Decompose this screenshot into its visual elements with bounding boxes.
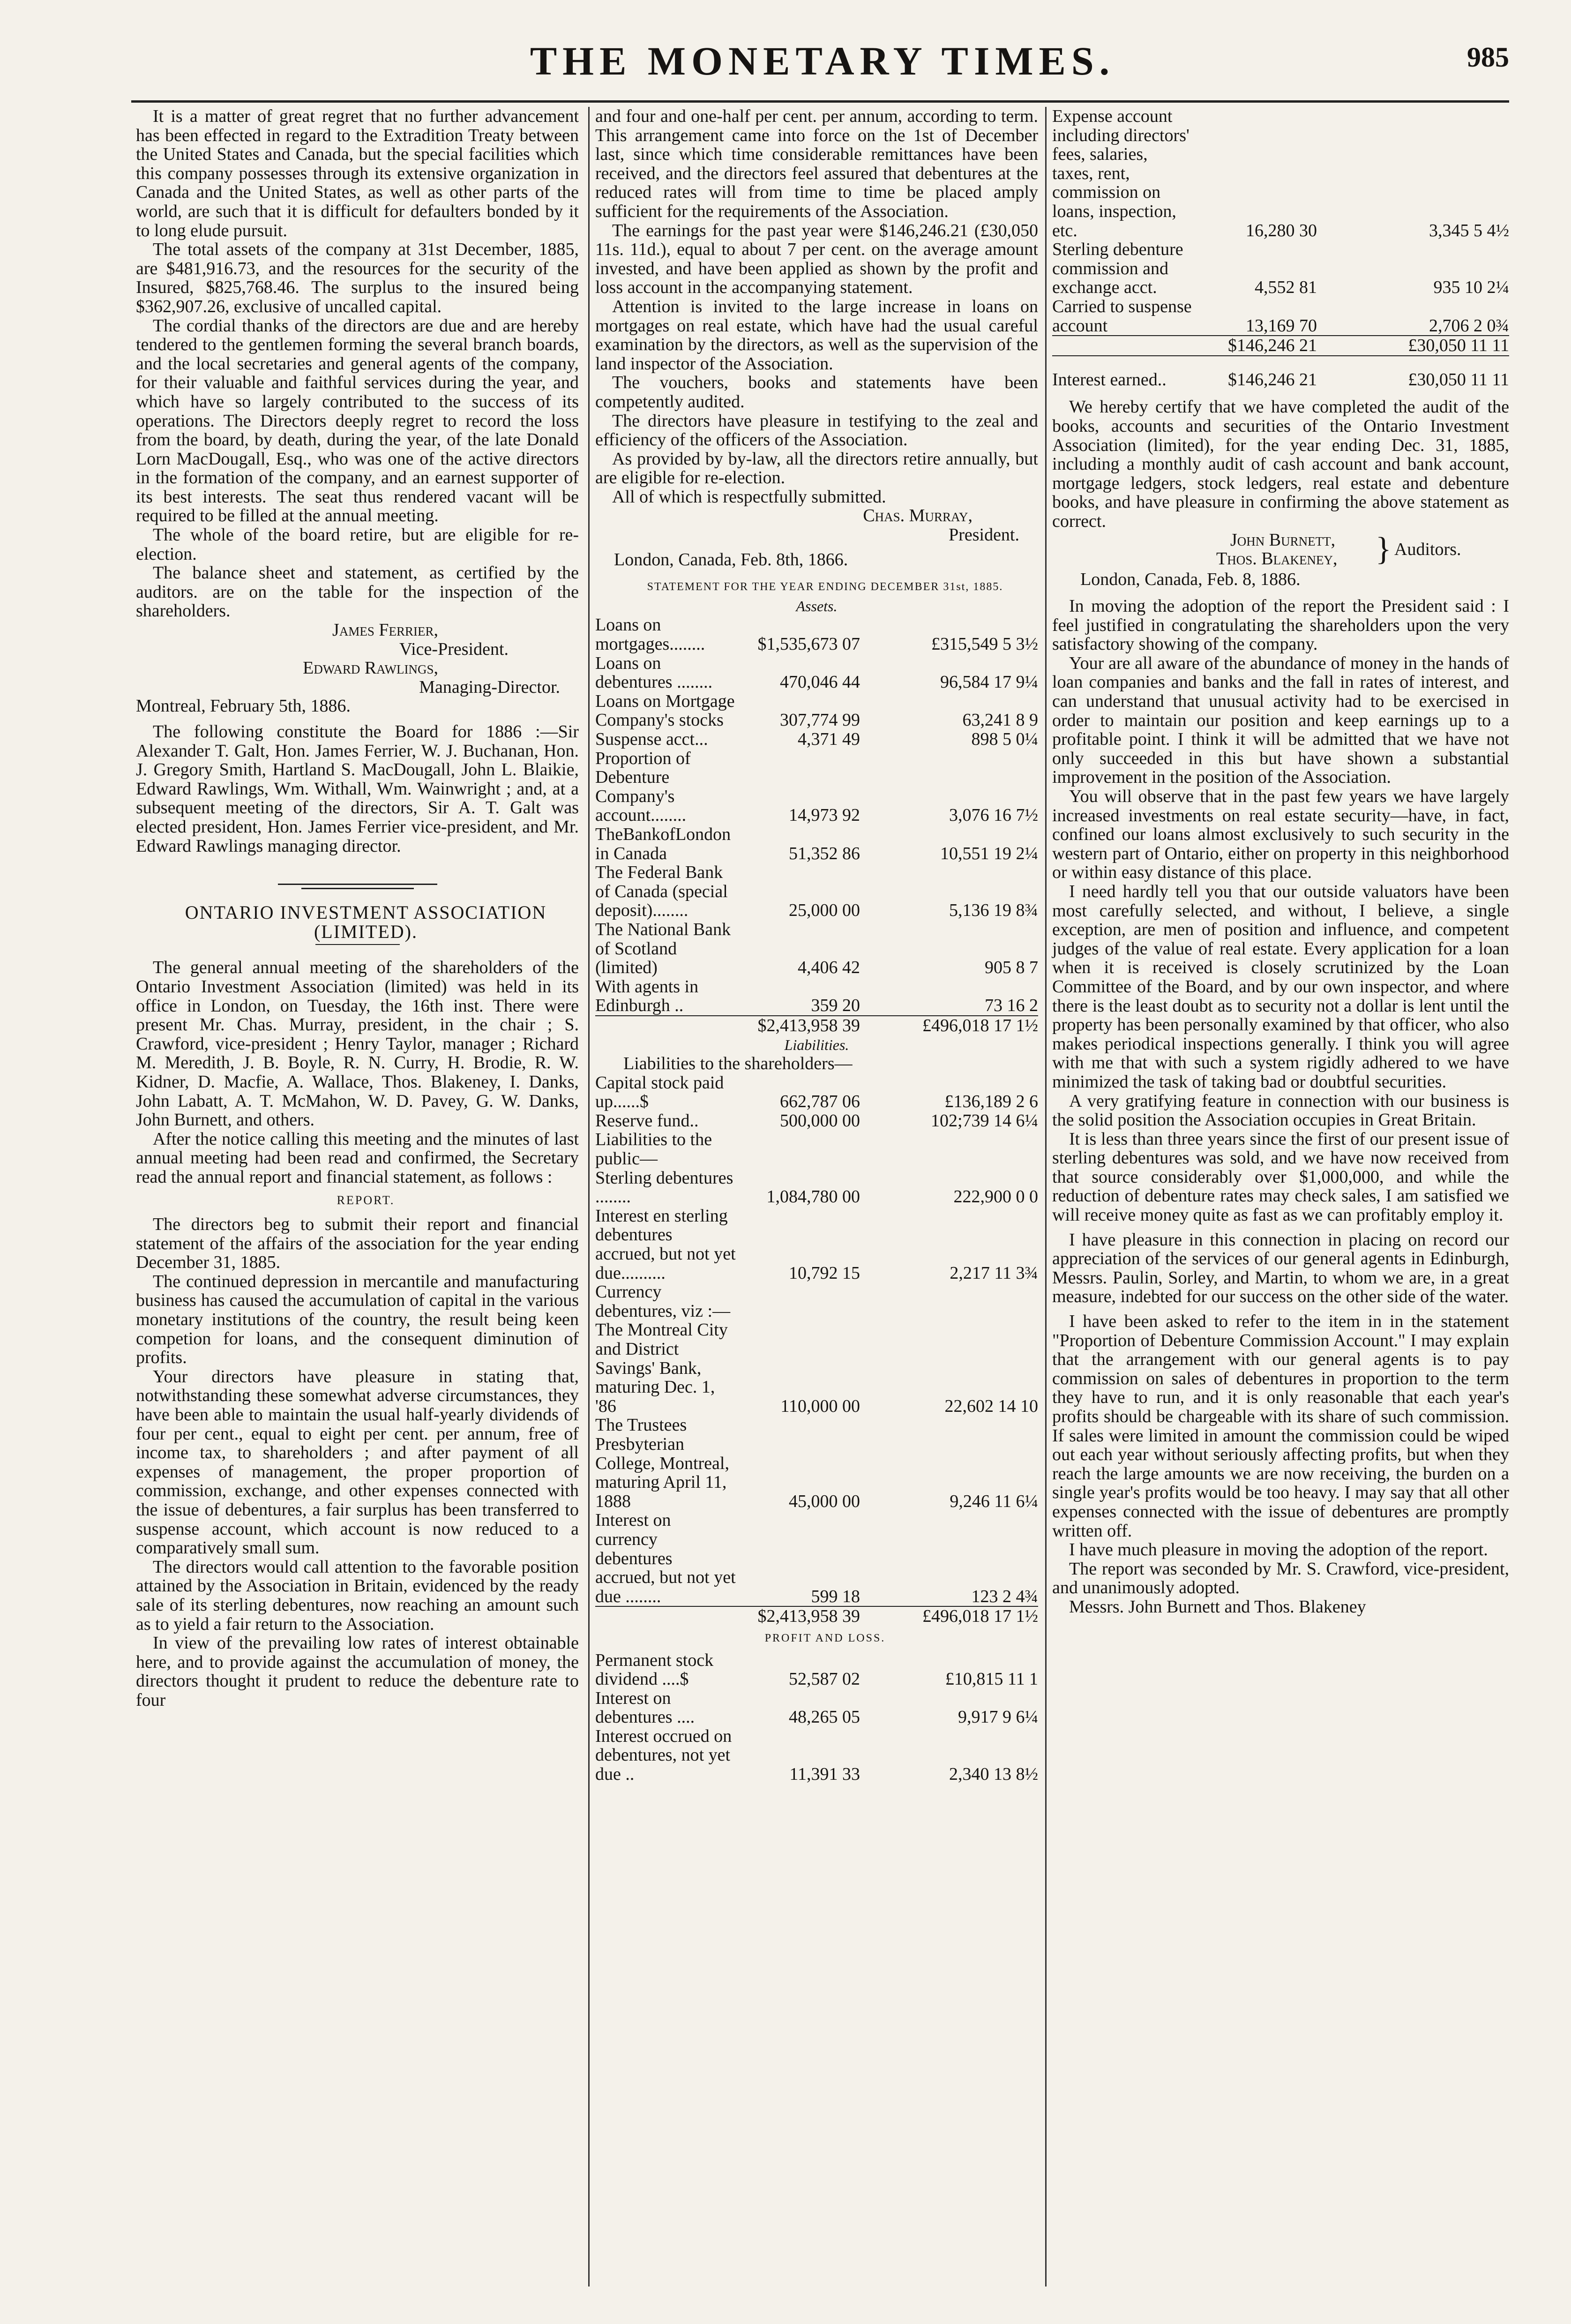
header-rule [131,100,1509,103]
paragraph: Messrs. John Burnett and Thos. Blakeney [1069,1597,1366,1617]
row-label: With agents in Edinburgh .. [595,976,699,1016]
row-dollars: 599 18 [811,1586,860,1606]
row-label: Interest occrued on debentures, not yet due .. [595,1726,732,1784]
row-dollars: 10,792 15 [789,1263,860,1283]
report-heading: REPORT. [337,1193,395,1207]
profit-loss-heading: PROFIT AND LOSS. [764,1632,886,1644]
table-row [1052,240,1509,297]
row-label: Interest on debentures .... [595,1688,695,1727]
profit-loss-total-row [1052,336,1509,356]
table-row [595,615,1038,653]
signature-name: Edward Rawlings, [303,658,438,678]
row-sterling: 63,241 8 9 [962,710,1038,730]
board-paragraph: The following constitute the Board for 1886 :—Sir Alexander T. Galt, Hon. James Ferrier, W. J. Buchanan, Hon. J. Gregory Smith, Hartland S. MacDougall, John L. Blaikie, Edward Rawlings, Wm. Withall, Wm. Wainwright ; and, at a subsequent meeting of the directors, Sir A. T. Galt was elected president, Hon. James Ferrier vice-president, and Mr. Edward Rawlings managing director. [136,722,579,856]
row-dollars: 4,371 49 [798,729,860,749]
liabilities-label: Liabilities. [784,1036,849,1053]
row-dollars: 500,000 00 [780,1110,860,1131]
signature-name: Chas. Murray, [863,506,973,526]
liabilities-table [595,1073,1038,1626]
table-row [1052,107,1509,240]
row-sterling: 9,246 11 6¼ [950,1491,1038,1511]
row-dollars: 16,280 30 [1246,220,1317,240]
article-heading: ONTARIO INVESTMENT ASSOCIATION [185,902,547,923]
row-sterling: 2,340 13 8½ [949,1764,1038,1784]
row-dollars [736,1282,860,1320]
total-dollars: $2,413,958 39 [736,1606,860,1626]
row-sterling: 3,076 16 7½ [949,805,1038,825]
row-sterling: 935 10 2¼ [1433,277,1509,298]
interest-earned-row [1052,356,1509,390]
paragraph: You will observe that in the past few years we have largely increased investments on real estate security—have, in fact, confined our loans almost exclusively to such security in the western part of Ontario, either on property in this neighborhood or within easy distance of this place. [1052,787,1509,883]
table-row [595,749,1038,825]
row-dollars: 470,046 44 [780,672,860,692]
table-row [595,1130,1038,1168]
row-sterling: 2,217 11 3¾ [950,1263,1038,1283]
paragraph: As provided by by-law, all the directors retire annually, but are eligible for re-election. [595,449,1038,488]
interest-earned-label: Interest earned.. [1052,356,1193,390]
row-label: The Federal Bank of Canada (special deposit)........ [595,862,728,921]
heading-separator [315,944,400,945]
liabilities-total-row [595,1606,1038,1626]
paragraph: The vouchers, books and statements have been competently audited. [595,373,1038,412]
row-label: The National Bank of Scotland (limited) [595,919,731,978]
paragraph: The whole of the board retire, but are eligible for re-election. [136,525,579,564]
liabilities-intro: Liabilities to the shareholders— [623,1054,853,1074]
row-label: Suspense acct... [595,729,708,749]
table-row [1052,297,1509,336]
column-divider-2 [1045,107,1047,2287]
row-label: Expense account including directors' fees, salaries, taxes, rent, commission on loans, inspection, etc. [1052,106,1189,240]
column-2 [595,107,1038,1784]
paragraph: In view of the prevailing low rates of interest obtainable here, and to provide against the accumulation of money, the directors thought it prudent to reduce the debenture rate to four [136,1633,579,1710]
table-row [595,1282,1038,1320]
row-label: Capital stock paid up......$ [595,1072,724,1112]
paragraph: The total assets of the company at 31st December, 1885, are $481,916.73, and the resources for the security of the Insured, $825,768.46. The surplus to the insured being $362,907.26, exclusive of uncalled capital. [136,240,579,316]
row-sterling [860,1130,1038,1168]
table-row [595,1073,1038,1111]
row-sterling: 102;739 14 6¼ [930,1110,1038,1131]
total-sterling: £496,018 17 1½ [860,1606,1038,1626]
table-row [595,1111,1038,1131]
audit-paragraph: We hereby certify that we have completed the audit of the books, accounts and securities of the Ontario Investment Association (limited), for the year ending Dec. 31, 1885, including a monthly audit of cash account and bank account, mortgage ledgers, stock ledgers, real estate and debenture books, and have pleasure in confirming the above statement as correct. [1052,397,1509,531]
section-separator [301,888,414,889]
row-sterling: 222,900 0 0 [953,1187,1038,1207]
row-label: Reserve fund.. [595,1110,699,1131]
table-row [595,1416,1038,1511]
paragraph: A very gratifying feature in connection with our business is the solid position the Association occupies in Great Britain. [1052,1091,1509,1130]
interest-earned-dollars: $146,246 21 [1193,356,1317,390]
row-dollars: 13,169 70 [1246,315,1317,336]
paragraph: The directors would call attention to the favorable position attained by the Association in Britain, evidenced by the ready sale of its sterling debentures, now reaching an amount such as to yield a fair return to the Association. [136,1557,579,1634]
row-sterling: 123 2 4¾ [971,1586,1038,1606]
row-sterling: £136,189 2 6 [944,1092,1038,1112]
row-label: Currency debentures, viz :— [595,1282,731,1321]
row-dollars: 4,552 81 [1255,277,1317,298]
row-label: Permanent stock dividend ....$ [595,1650,714,1689]
paragraph: Attention is invited to the large increase in loans on mortgages on real estate, which have had the usual careful examination by the directors, as well as the supervision of the land inspector of the Association. [595,296,1038,374]
row-dollars: 11,391 33 [789,1764,860,1784]
table-row [595,1727,1038,1784]
row-sterling [860,1282,1038,1320]
paragraph: It is less than three years since the first of our present issue of sterling debentures was sold, and we have now received from that source considerably over $1,000,000, and while the reduction of debenture rates may check sales, I am satisfied we will receive money quite as fast as we can profitably employ it. [1052,1129,1509,1225]
signature-title: President. [949,525,1019,545]
table-row [595,1511,1038,1606]
assets-total-row [595,1016,1038,1035]
auditors-block [1052,531,1509,570]
row-label: Interest on currency debentures accrued, but not yet due ........ [595,1510,736,1606]
row-dollars: 359 20 [811,996,860,1016]
auditor-name: Thos. Blakeney, [1216,549,1338,569]
row-dollars: 307,774 99 [780,710,860,730]
signature-name: James Ferrier, [332,620,438,640]
row-dollars: $1,535,673 07 [757,634,860,654]
table-row [595,825,1038,863]
publication-title: THE MONETARY TIMES. [530,38,1115,83]
row-dollars: 662,787 06 [780,1092,860,1112]
section-separator [278,884,437,885]
row-label: Sterling debenture commission and exchange acct. [1052,240,1183,298]
row-label: Carried to suspense account [1052,296,1192,336]
table-row [595,1651,1038,1689]
row-label: The Trustees Presbyterian College, Montreal, maturing April 11, 1888 [595,1415,729,1511]
table-row [595,1207,1038,1282]
paragraph: After the notice calling this meeting and the minutes of last annual meeting had been read and confirmed, the Secretary read the annual report and financial statement, as follows : [136,1129,579,1187]
total-sterling: £30,050 11 11 [1317,336,1509,356]
row-sterling: 96,584 17 9¼ [940,672,1038,692]
row-sterling: 5,136 19 8¾ [949,900,1038,921]
dateline: Montreal, February 5th, 1886. [136,696,351,716]
row-dollars [736,1130,860,1168]
row-label: The Montreal City and District Savings' Bank, maturing Dec. 1, '86 [595,1320,728,1416]
row-sterling: £10,815 11 1 [945,1669,1038,1689]
signature-title: Managing-Director. [419,677,560,697]
row-sterling: 22,602 14 10 [944,1396,1038,1416]
row-dollars: 48,265 05 [789,1707,860,1727]
statement-heading: STATEMENT FOR THE YEAR ENDING DECEMBER 31st, 1885. [647,581,1003,593]
paragraph: The directors beg to submit their report and financial statement of the affairs of the association for the year ending December 31, 1885. [136,1214,579,1273]
row-dollars: 52,587 02 [789,1669,860,1689]
row-dollars: 4,406 42 [798,958,860,978]
row-label: Interest en sterling debentures accrued, but not yet due.......... [595,1206,736,1283]
table-row [595,692,1038,730]
row-sterling: 905 8 7 [985,958,1038,978]
total-dollars: $2,413,958 39 [736,1016,860,1035]
auditors-label: Auditors. [1394,540,1461,560]
total-sterling: £496,018 17 1½ [860,1016,1038,1035]
profit-loss-continued-table [1052,107,1509,389]
table-row [595,1169,1038,1207]
paragraph: The general annual meeting of the shareholders of the Ontario Investment Association (limited) was held in its office in London, on Tuesday, the 16th inst. There were present Mr. Chas. Murray, president, in the chair ; S. Crawford, vice-president ; Henry Taylor, manager ; Richard M. Meredith, J. B. Boyle, R. N. Curry, H. Brodie, R. W. Kidner, D. Macfie, A. Wallace, Thos. Blakeney, I. Danks, John Labatt, A. T. McMahon, W. D. Pavey, G. W. Danks, John Burnett, and others. [136,958,579,1130]
row-sterling: 2,706 2 0¾ [1429,315,1509,336]
paragraph: The balance sheet and statement, as certified by the auditors. are on the table for the inspection of the shareholders. [136,563,579,621]
profit-loss-table [595,1651,1038,1784]
paragraph: In moving the adoption of the report the President said : I feel justified in congratulating the shareholders upon the very satisfactory showing of the company. [1052,596,1509,654]
table-row [595,730,1038,749]
auditor-name: John Burnett, [1230,530,1336,550]
page-number: 985 [1467,42,1509,73]
row-sterling: 73 16 2 [985,996,1038,1016]
column-divider-1 [588,107,590,2287]
assets-label: Assets. [796,597,838,615]
row-dollars: 51,352 86 [789,843,860,863]
article-subheading: (LIMITED). [314,921,418,942]
table-row [595,1689,1038,1727]
row-label: Sterling debentures ........ [595,1168,733,1207]
brace-icon: } [1376,531,1391,568]
row-dollars: 110,000 00 [780,1396,860,1416]
row-label: TheBankofLondon in Canada [595,824,731,863]
paragraph: The continued depression in mercantile and manufacturing business has caused the accumulation of capital in the various monetary institutions of the country, the result being keen competion for loans, and the consequent diminution of profits. [136,1271,579,1368]
row-sterling: £315,549 5 3½ [931,634,1038,654]
row-dollars: 14,973 92 [789,805,860,825]
total-dollars: $146,246 21 [1193,336,1317,356]
masthead [136,37,1509,94]
paragraph: Your are all aware of the abundance of money in the hands of loan companies and banks and the fall in rates of interest, and can understand that unusual activity had to be exercised in order to maintain our position and keep earnings up to a profitable point. I think it will be admitted that we have not only succeeded in this but have shown a substantial improvement in the position of the Association. [1052,653,1509,787]
table-row [595,1320,1038,1416]
paragraph: The cordial thanks of the directors are due and are hereby tendered to the gentlemen forming the several branch boards, and the local secretaries and general agents of the company, for their valuable and faithful services during the year, and which have so largely contributed to the success of its operations. The Directors deeply regret to record the loss from the board, by death, during the year, of the late Donald Lorn MacDougall, Esq., who was one of the active directors in the formation of the company, and an earnest supporter of its best interests. The seat thus rendered vacant will be required to be filled at the annual meeting. [136,315,579,526]
assets-table [595,615,1038,1035]
column-1 [136,107,579,1710]
row-dollars: 1,084,780 00 [766,1187,860,1207]
paragraph: I have been asked to refer to the item in in the statement "Proportion of Debenture Commission Account." I may explain that the arrangement with our general agents is to pay commission on sales of debentures in proportion to the term they have to run, and it is only reasonable that each year's profits should be chargeable with its share of such commission. If sales were limited in amount the commission could be wiped out each year without seriously affecting profits, but when they reach the large amounts we are now receiving, the burden on a single year's profits would be too heavy. I may say that all other expenses connected with the issue of debentures are promptly written off. [1052,1312,1509,1541]
row-label: Proportion of Debenture Company's account........ [595,748,691,825]
dateline: London, Canada, Feb. 8, 1886. [1080,570,1301,590]
paragraph: I have pleasure in this connection in placing on record our appreciation of the services of our general agents in Edinburgh, Messrs. Paulin, Sorley, and Martin, to whom we are, in a great measure, indebted for our success on the other side of the water. [1052,1229,1509,1307]
row-label: Liabilities to the public— [595,1130,712,1169]
row-dollars: 45,000 00 [789,1491,860,1511]
dateline: London, Canada, Feb. 8th, 1866. [614,549,848,570]
paragraph: I need hardly tell you that our outside valuators have been most carefully selected, and without, I believe, a single exception, are men of position and influence, and competent judges of the value of real estate. Every application for a loan when it is received is closely scrutinized by the Loan Committee of the Board, and by our own inspector, and where there is the least doubt as to security not a dollar is lent until the property has been personally examined by that officer, who also makes periodical inspections generally. I think you will agree with me that with such a system rigidly adhered to we have minimized the task of taking bad or doubtful securities. [1052,881,1509,1092]
paragraph: It is a matter of great regret that no further advancement has been effected in regard to the Extradition Treaty between the United States and Canada, but the special facilities which this company possesses through its extensive organization in Canada and the United States, as well as other parts of the world, are such that it is difficult for defaulters bonded by it to long elude pursuit. [136,106,579,240]
paragraph: Your directors have pleasure in stating that, notwithstanding these somewhat adverse circumstances, they have been able to maintain the usual half-yearly dividends of four per cent., equal to eight per cent. per annum, free of income tax, to shareholders ; and after payment of all expenses of management, the proper proportion of commission, exchange, and other expenses connected with the issue of debentures, a fair surplus has been transferred to suspense account, which account is now reduced to a comparatively small sum. [136,1366,579,1558]
interest-earned-sterling: £30,050 11 11 [1317,356,1509,390]
paragraph: All of which is respectfully submitted. [612,487,886,507]
paragraph: I have much pleasure in moving the adoption of the report. [1069,1540,1488,1560]
row-label: Loans on Mortgage Company's stocks [595,691,735,730]
table-row [595,863,1038,920]
row-label: Loans on debentures ........ [595,653,713,692]
signature-title: Vice-President. [399,639,509,659]
row-label: Loans on mortgages........ [595,615,705,654]
row-dollars: 25,000 00 [789,900,860,921]
table-row [595,977,1038,1016]
row-sterling: 3,345 5 4½ [1429,220,1509,240]
paragraph: The directors have pleasure in testifying to the zeal and efficiency of the officers of the Association. [595,411,1038,450]
row-sterling: 10,551 19 2¼ [940,843,1038,863]
paragraph: The report was seconded by Mr. S. Crawford, vice-president, and unanimously adopted. [1052,1559,1509,1598]
row-sterling: 898 5 0¼ [971,729,1038,749]
table-row [595,920,1038,977]
table-row [595,654,1038,692]
column-3 [1052,107,1509,1617]
row-sterling: 9,917 9 6¼ [958,1707,1038,1727]
paragraph: The earnings for the past year were $146,246.21 (£30,050 11s. 11d.), equal to about 7 per cent. on the average amount invested, and have been applied as shown by the profit and loss account in the accompanying statement. [595,220,1038,298]
paragraph: and four and one-half per cent. per annum, according to term. This arrangement came into force on the 1st of December last, since which time considerable remittances have been received, and the directors feel assured that debentures at the reduced rates will from time to time be placed amply sufficient for the requirements of the Association. [595,106,1038,221]
